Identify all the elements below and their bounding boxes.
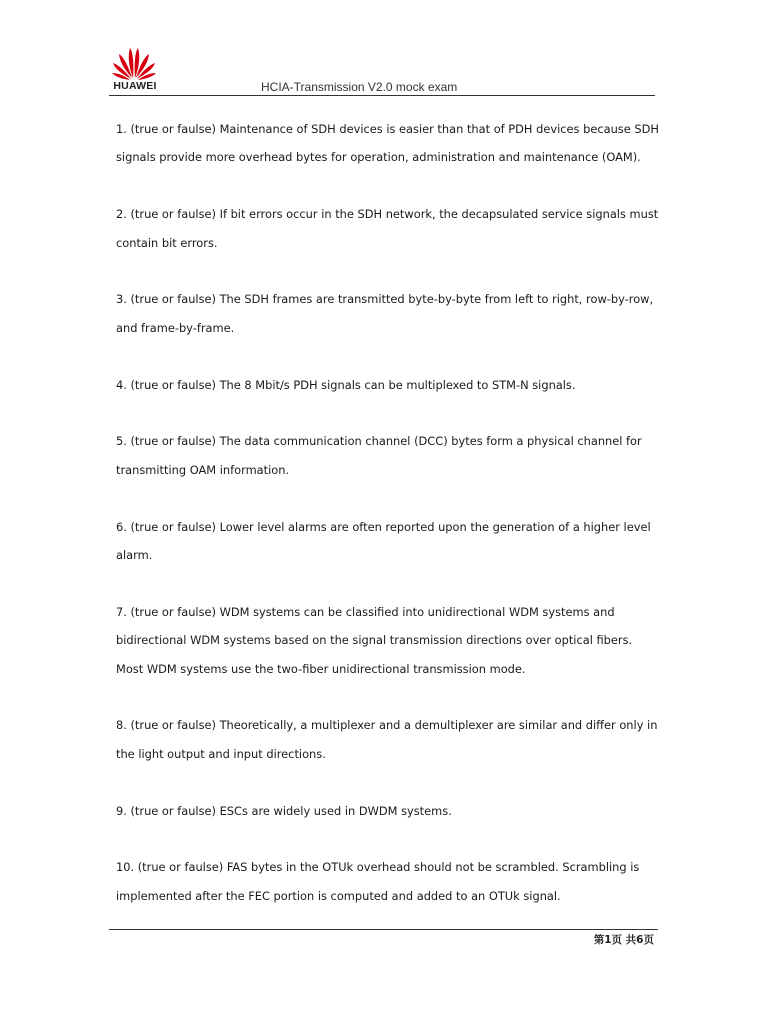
question-item: 5. (true or faulse) The data communication channel (DCC) bytes form a physical channel for transmitting OAM information. <box>116 434 642 477</box>
huawei-flower-icon <box>112 44 156 80</box>
footer-divider <box>109 929 658 930</box>
brand-name: HUAWEI <box>113 80 157 92</box>
question-item: 9. (true or faulse) ESCs are widely used in DWDM systems. <box>116 803 452 818</box>
question-item: 4. (true or faulse) The 8 Mbit/s PDH signals can be multiplexed to STM-N signals. <box>116 377 576 392</box>
question-item: 10. (true or faulse) FAS bytes in the OTUk overhead should not be scrambled. Scrambling is implemented after the FEC portion is computed and added to an OTUk signal. <box>116 860 640 903</box>
document-title: HCIA-Transmission V2.0 mock exam <box>261 80 458 94</box>
page-number: 第1页 共6页 <box>593 934 654 946</box>
question-item: 3. (true or faulse) The SDH frames are transmitted byte-by-byte from left to right, row-by-row, and frame-by-frame. <box>116 292 654 335</box>
question-item: 7. (true or faulse) WDM systems can be classified into unidirectional WDM systems and bidirectional WDM systems based on the signal transmission directions over optical fibers. Most WDM systems use the two-fiber unidirectional transmission mode. <box>116 604 633 676</box>
huawei-logo <box>109 44 161 96</box>
question-item: 8. (true or faulse) Theoretically, a multiplexer and a demultiplexer are similar and differ only in the light output and input directions. <box>116 718 658 761</box>
question-item: 1. (true or faulse) Maintenance of SDH devices is easier than that of PDH devices because SDH signals provide more overhead bytes for operation, administration and maintenance (OAM). <box>116 122 659 165</box>
question-list <box>116 115 661 939</box>
question-item: 6. (true or faulse) Lower level alarms are often reported upon the generation of a higher level alarm. <box>116 519 651 563</box>
page-header <box>109 44 655 96</box>
question-item: 2. (true or faulse) If bit errors occur in the SDH network, the decapsulated service signals must contain bit errors. <box>116 207 659 250</box>
header-divider <box>109 95 655 96</box>
